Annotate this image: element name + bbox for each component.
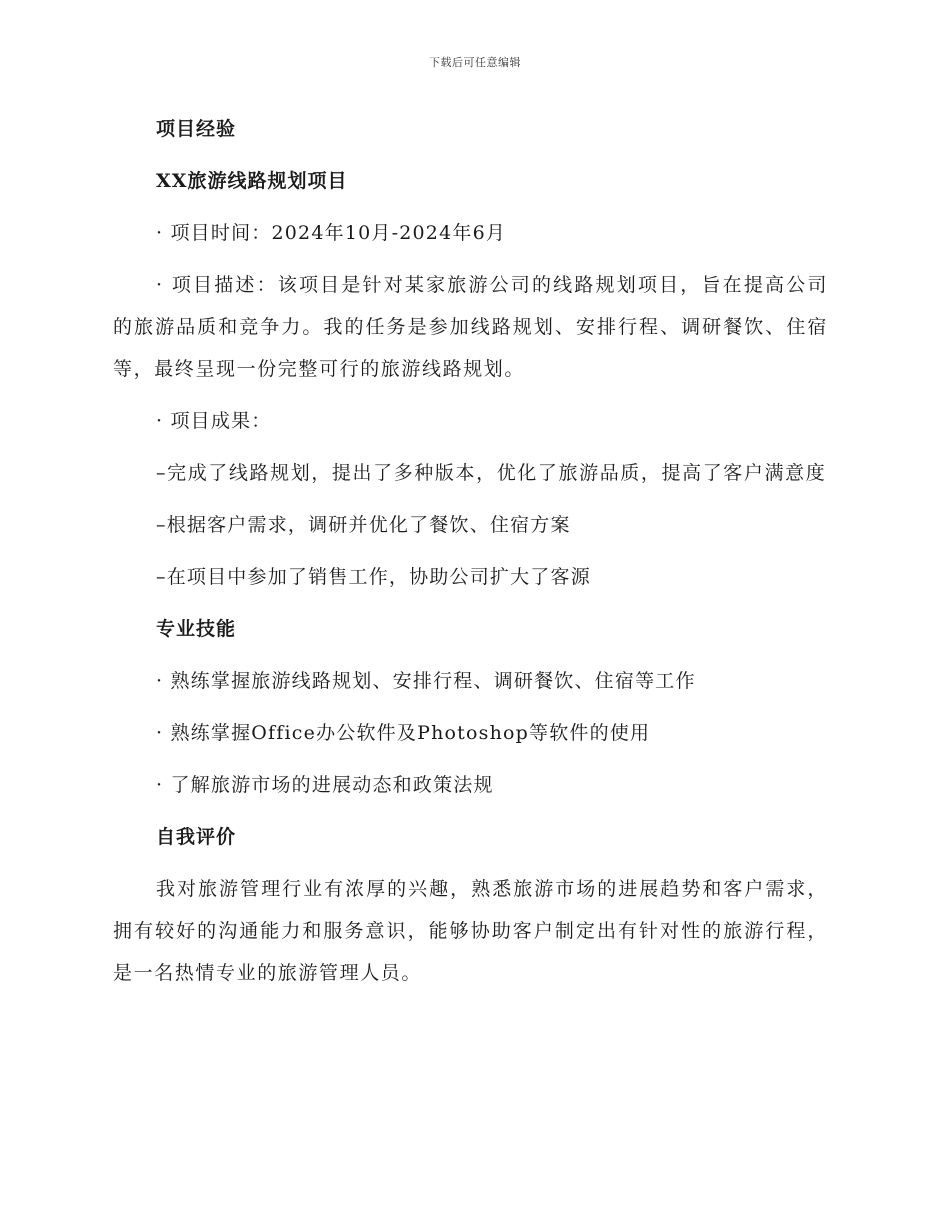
project-result-item: –完成了线路规划，提出了多种版本，优化了旅游品质，提高了客户满意度 — [156, 462, 827, 484]
project-time: · 项目时间：2024年10月-2024年6月 — [156, 222, 507, 244]
skill-item: · 熟练掌握Office办公软件及Photoshop等软件的使用 — [156, 722, 651, 744]
self-evaluation-text: 我对旅游管理行业有浓厚的兴趣，熟悉旅游市场的进展趋势和客户需求，拥有较好的沟通能力和服务意识，能够协助客户制定出有针对性的旅游行程，是一名热情专业的旅游管理人员。 — [113, 878, 828, 984]
project-title: XX旅游线路规划项目 — [156, 170, 348, 192]
skill-item: · 了解旅游市场的进展动态和政策法规 — [156, 774, 494, 796]
document-body — [113, 108, 828, 1004]
section-heading-skills: 专业技能 — [156, 618, 237, 640]
page-header-note: 下载后可任意编辑 — [429, 56, 521, 69]
section-heading-project-experience: 项目经验 — [156, 118, 237, 140]
project-result-item: –根据客户需求，调研并优化了餐饮、住宿方案 — [156, 514, 571, 536]
project-description: · 项目描述：该项目是针对某家旅游公司的线路规划项目，旨在提高公司的旅游品质和竞争力。我的任务是参加线路规划、安排行程、调研餐饮、住宿等，最终呈现一份完整可行的旅游线路规划。 — [113, 274, 828, 380]
project-results-label: · 项目成果： — [156, 410, 272, 432]
skill-item: · 熟练掌握旅游线路规划、安排行程、调研餐饮、住宿等工作 — [156, 670, 696, 692]
project-result-item: –在项目中参加了销售工作，协助公司扩大了客源 — [156, 566, 591, 588]
section-heading-self-evaluation: 自我评价 — [156, 826, 237, 848]
